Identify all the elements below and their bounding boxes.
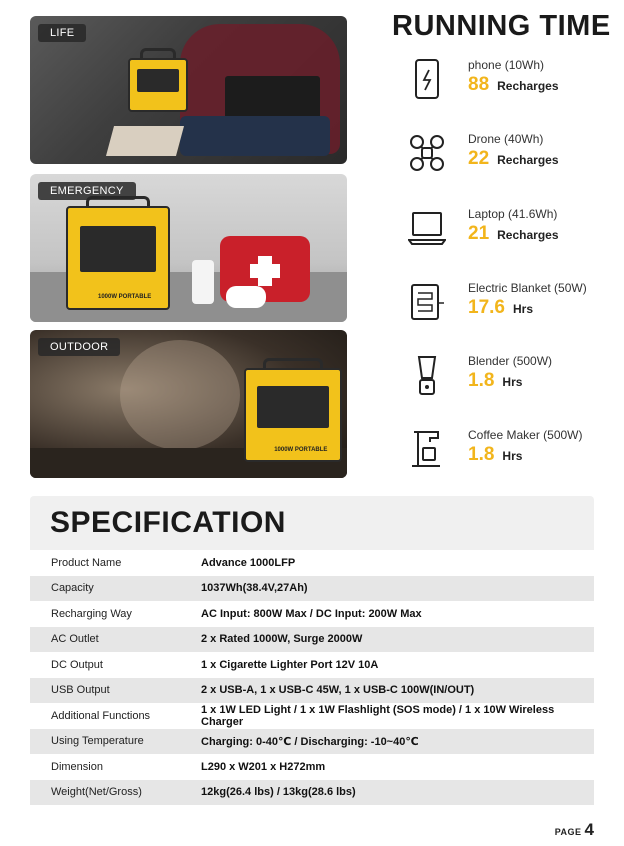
electric-blanket-icon: [408, 281, 446, 325]
running-time-item: [408, 354, 618, 404]
spec-value: 1037Wh(38.4V,27Ah): [201, 576, 594, 602]
item-unit: Recharges: [497, 153, 559, 167]
spec-key: Recharging Way: [30, 601, 201, 627]
spec-value: 1 x 1W LED Light / 1 x 1W Flashlight (SOS mode) / 1 x 10W Wireless Charger: [201, 703, 594, 729]
spec-value: 12kg(26.4 lbs) / 13kg(28.6 lbs): [201, 780, 594, 806]
unit-print: 1000W PORTABLE: [98, 294, 152, 300]
spec-key: Additional Functions: [30, 703, 201, 729]
item-value: 22: [468, 148, 490, 169]
table-row: [30, 601, 594, 627]
unit-print: 1000W PORTABLE: [274, 446, 328, 453]
spec-key: USB Output: [30, 678, 201, 704]
item-value: 21: [468, 223, 490, 244]
spec-key: Weight(Net/Gross): [30, 780, 201, 806]
item-unit: Hrs: [512, 302, 533, 316]
running-time-title: RUNNING TIME: [392, 10, 611, 42]
table-row: [30, 780, 594, 806]
running-time-item: [408, 207, 618, 257]
item-value: 88: [468, 74, 490, 95]
table-row: [30, 652, 594, 678]
blender-icon: [408, 354, 446, 398]
photo-outdoor: [30, 330, 347, 478]
running-time-item: [408, 281, 618, 331]
drone-icon: [408, 132, 446, 176]
item-unit: Recharges: [497, 79, 559, 93]
table-row: [30, 576, 594, 602]
specification-section: [30, 496, 594, 803]
item-name: phone (10Wh): [468, 58, 545, 72]
page-number: [555, 820, 594, 840]
spec-key: DC Output: [30, 652, 201, 678]
item-value: 1.8: [468, 370, 495, 391]
spec-value: Advance 1000LFP: [201, 550, 594, 576]
photo-tag: LIFE: [38, 24, 86, 42]
item-name: Drone (40Wh): [468, 132, 544, 146]
spec-table: [30, 550, 594, 805]
running-time-item: [408, 58, 618, 108]
spec-value: 2 x USB-A, 1 x USB-C 45W, 1 x USB-C 100W(IN/OUT): [201, 678, 594, 704]
spec-value: 2 x Rated 1000W, Surge 2000W: [201, 627, 594, 653]
table-row: [30, 678, 594, 704]
table-row: [30, 550, 594, 576]
photo-tag: EMERGENCY: [38, 182, 136, 200]
item-unit: Hrs: [502, 375, 523, 389]
spec-key: Dimension: [30, 754, 201, 780]
table-row: [30, 703, 594, 729]
running-time-item: [408, 428, 618, 478]
item-unit: Recharges: [497, 228, 559, 242]
coffee-maker-icon: [408, 428, 446, 472]
item-name: Blender (500W): [468, 354, 553, 368]
table-row: [30, 627, 594, 653]
specification-title: SPECIFICATION: [50, 506, 286, 539]
item-value: 17.6: [468, 297, 505, 318]
item-value: 1.8: [468, 444, 495, 465]
spec-value: L290 x W201 x H272mm: [201, 754, 594, 780]
phone-icon: [408, 58, 446, 102]
spec-value: AC Input: 800W Max / DC Input: 200W Max: [201, 601, 594, 627]
page-label: PAGE: [554, 827, 582, 837]
spec-value: Charging: 0-40℃ / Discharging: -10~40℃: [201, 729, 594, 755]
item-name: Coffee Maker (500W): [468, 428, 583, 442]
photo-emergency: [30, 174, 347, 322]
laptop-icon: [408, 207, 446, 251]
spec-key: AC Outlet: [30, 627, 201, 653]
spec-key: Product Name: [30, 550, 201, 576]
item-name: Electric Blanket (50W): [468, 281, 587, 295]
photo-tag: OUTDOOR: [38, 338, 120, 356]
table-row: [30, 729, 594, 755]
item-unit: Hrs: [502, 449, 523, 463]
spec-key: Using Temperature: [30, 729, 201, 755]
spec-key: Capacity: [30, 576, 201, 602]
running-time-item: [408, 132, 618, 182]
item-name: Laptop (41.6Wh): [468, 207, 558, 221]
photo-life: [30, 16, 347, 164]
page-number-value: 4: [584, 820, 594, 839]
table-row: [30, 754, 594, 780]
spec-value: 1 x Cigarette Lighter Port 12V 10A: [201, 652, 594, 678]
